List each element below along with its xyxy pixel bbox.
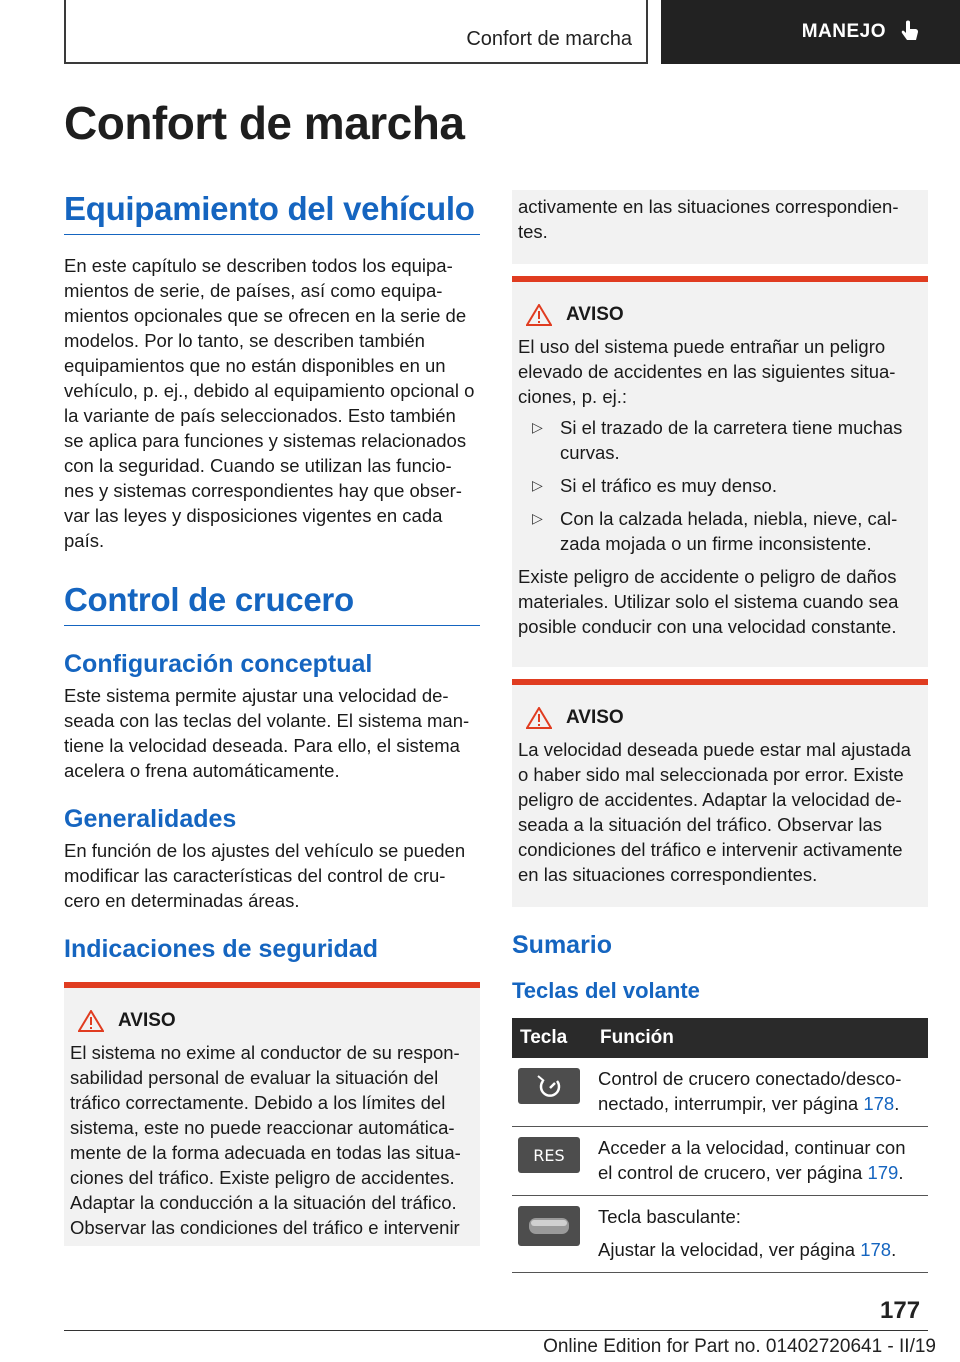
warning-box-2	[512, 276, 928, 667]
warning-outro: Existe peligro de accidente o peligro de daños materiales. Utilizar solo el sistema cuando sea posible conducir con una velocidad constante.	[518, 566, 899, 637]
function-text-2: Ajustar la velocidad, ver página	[598, 1239, 861, 1260]
warning-box-3	[512, 679, 928, 907]
left-column	[64, 190, 480, 1246]
bullet-triangle-icon: ▷	[532, 510, 543, 526]
page-reference-link[interactable]: 178	[860, 1239, 892, 1260]
function-text: Tecla basculante:	[598, 1206, 741, 1227]
warning-box-1	[64, 982, 480, 1246]
chapter-title: Confort de marcha	[64, 97, 465, 149]
function-text: Acceder a la velocidad, continuar con el control de crucero, ver página	[598, 1137, 906, 1183]
section-title-cruise-control: Control de crucero	[64, 581, 480, 626]
warning-text: La velocidad deseada puede estar mal ajustada o haber sido mal seleccionada por error. Existe peligro de accidentes. Adaptar la velocidad de-seada a la situación del tráfico. Observar las condiciones del tráfico e intervenir activamente en las situaciones correspondientes.	[518, 739, 911, 885]
warning-label: AVISO	[566, 304, 624, 325]
keys-table	[512, 1018, 928, 1273]
warning-intro: El uso del sistema puede entrañar un peligro elevado de accidentes en las siguientes situa-ciones, p. ej.:	[518, 336, 896, 407]
bullet-triangle-icon: ▷	[532, 419, 543, 435]
chapter-tab-label: MANEJO	[801, 21, 886, 42]
right-column	[512, 190, 928, 1273]
page-number: 177	[880, 1297, 921, 1324]
situation-list	[518, 415, 922, 556]
page-reference-link[interactable]: 178	[863, 1093, 895, 1114]
table-row: Tecla basculante: Ajustar la velocidad, ver página 178.	[512, 1196, 928, 1273]
section-title-equipment: Equipamiento del vehículo	[64, 190, 480, 235]
warning-continuation	[512, 190, 928, 264]
cruise-onoff-key-icon	[518, 1068, 580, 1104]
page-reference-link[interactable]: 179	[867, 1162, 899, 1183]
column-header-key: Tecla	[512, 1018, 592, 1058]
subsection-general: Generalidades	[64, 805, 237, 833]
warning-triangle-icon	[78, 1010, 104, 1032]
warning-text: El sistema no exime al conductor de su respon-sabilidad personal de evaluar la situación del tráfico correctamente. Debido a los límites del sistema, este no puede reaccionar automática-mente de la forma adecuada en todas las situa-ciones del tráfico. Existe peligro de accidentes. Adaptar la conducción a la situación del tráfico. Observar las condiciones del tráfico e intervenir	[70, 1042, 461, 1238]
chapter-tab	[661, 0, 960, 64]
footer-edition: Online Edition for Part no. 01402720641 - II/19	[543, 1336, 936, 1357]
list-item: ▷ Con la calzada helada, niebla, nieve, cal-zada mojada o un firme inconsistente.	[532, 508, 898, 554]
continuation-text: activamente en las situaciones correspondien-tes.	[518, 196, 899, 242]
bullet-triangle-icon: ▷	[532, 477, 543, 493]
warning-label: AVISO	[118, 1010, 176, 1031]
function-text: Control de crucero conectado/desco-nectado, interrumpir, ver página	[598, 1068, 902, 1114]
footer-divider	[64, 1330, 928, 1331]
table-header-row	[512, 1018, 928, 1058]
subsection-summary: Sumario	[512, 931, 613, 959]
column-header-function: Función	[592, 1018, 928, 1058]
warning-label: AVISO	[566, 707, 624, 728]
warning-header	[526, 707, 922, 729]
subsection-safety: Indicaciones de seguridad	[64, 935, 378, 963]
warning-header	[78, 1010, 474, 1032]
table-row: RES Acceder a la velocidad, continuar con el control de crucero, ver página 179.	[512, 1127, 928, 1196]
warning-triangle-icon	[526, 707, 552, 729]
table-row: Control de crucero conectado/desco-nectado, interrumpir, ver página 178.	[512, 1058, 928, 1127]
running-header-section: Confort de marcha	[466, 28, 632, 50]
hand-pointer-icon	[900, 20, 920, 44]
general-paragraph: En función de los ajustes del vehículo se pueden modificar las características del control de cru-cero en determinadas áreas.	[64, 840, 466, 911]
warning-triangle-icon	[526, 304, 552, 326]
list-item: ▷ Si el trazado de la carretera tiene muchas curvas.	[532, 417, 903, 463]
running-header-box	[64, 0, 648, 64]
rocker-switch-icon	[518, 1206, 580, 1246]
res-key-icon: RES	[518, 1137, 580, 1173]
warning-header	[526, 304, 922, 326]
list-item: ▷ Si el tráfico es muy denso.	[532, 475, 777, 496]
equipment-paragraph: En este capítulo se describen todos los equipa-mientos de serie, de países, así como equipa-mientos opcionales que se ofrecen en la serie de modelos. Por lo tanto, se describen también equipamientos que no están disponibles en un vehículo, p. ej., debido al equipamiento opcional o la variante de país seleccionados. Esto también se aplica para funciones y sistemas relacionados con la seguridad. Cuando se utilizan las funcio-nes y sistemas correspondientes hay que obser-var las leyes y disposiciones vigentes en cada país.	[64, 255, 475, 551]
subsection-steering-keys: Teclas del volante	[512, 978, 700, 1003]
subsection-concept: Configuración conceptual	[64, 650, 373, 678]
concept-paragraph: Este sistema permite ajustar una velocidad de-seada con las teclas del volante. El sistema man-tiene la velocidad deseada. Para ello, el sistema acelera o frena automáticamente.	[64, 685, 470, 781]
